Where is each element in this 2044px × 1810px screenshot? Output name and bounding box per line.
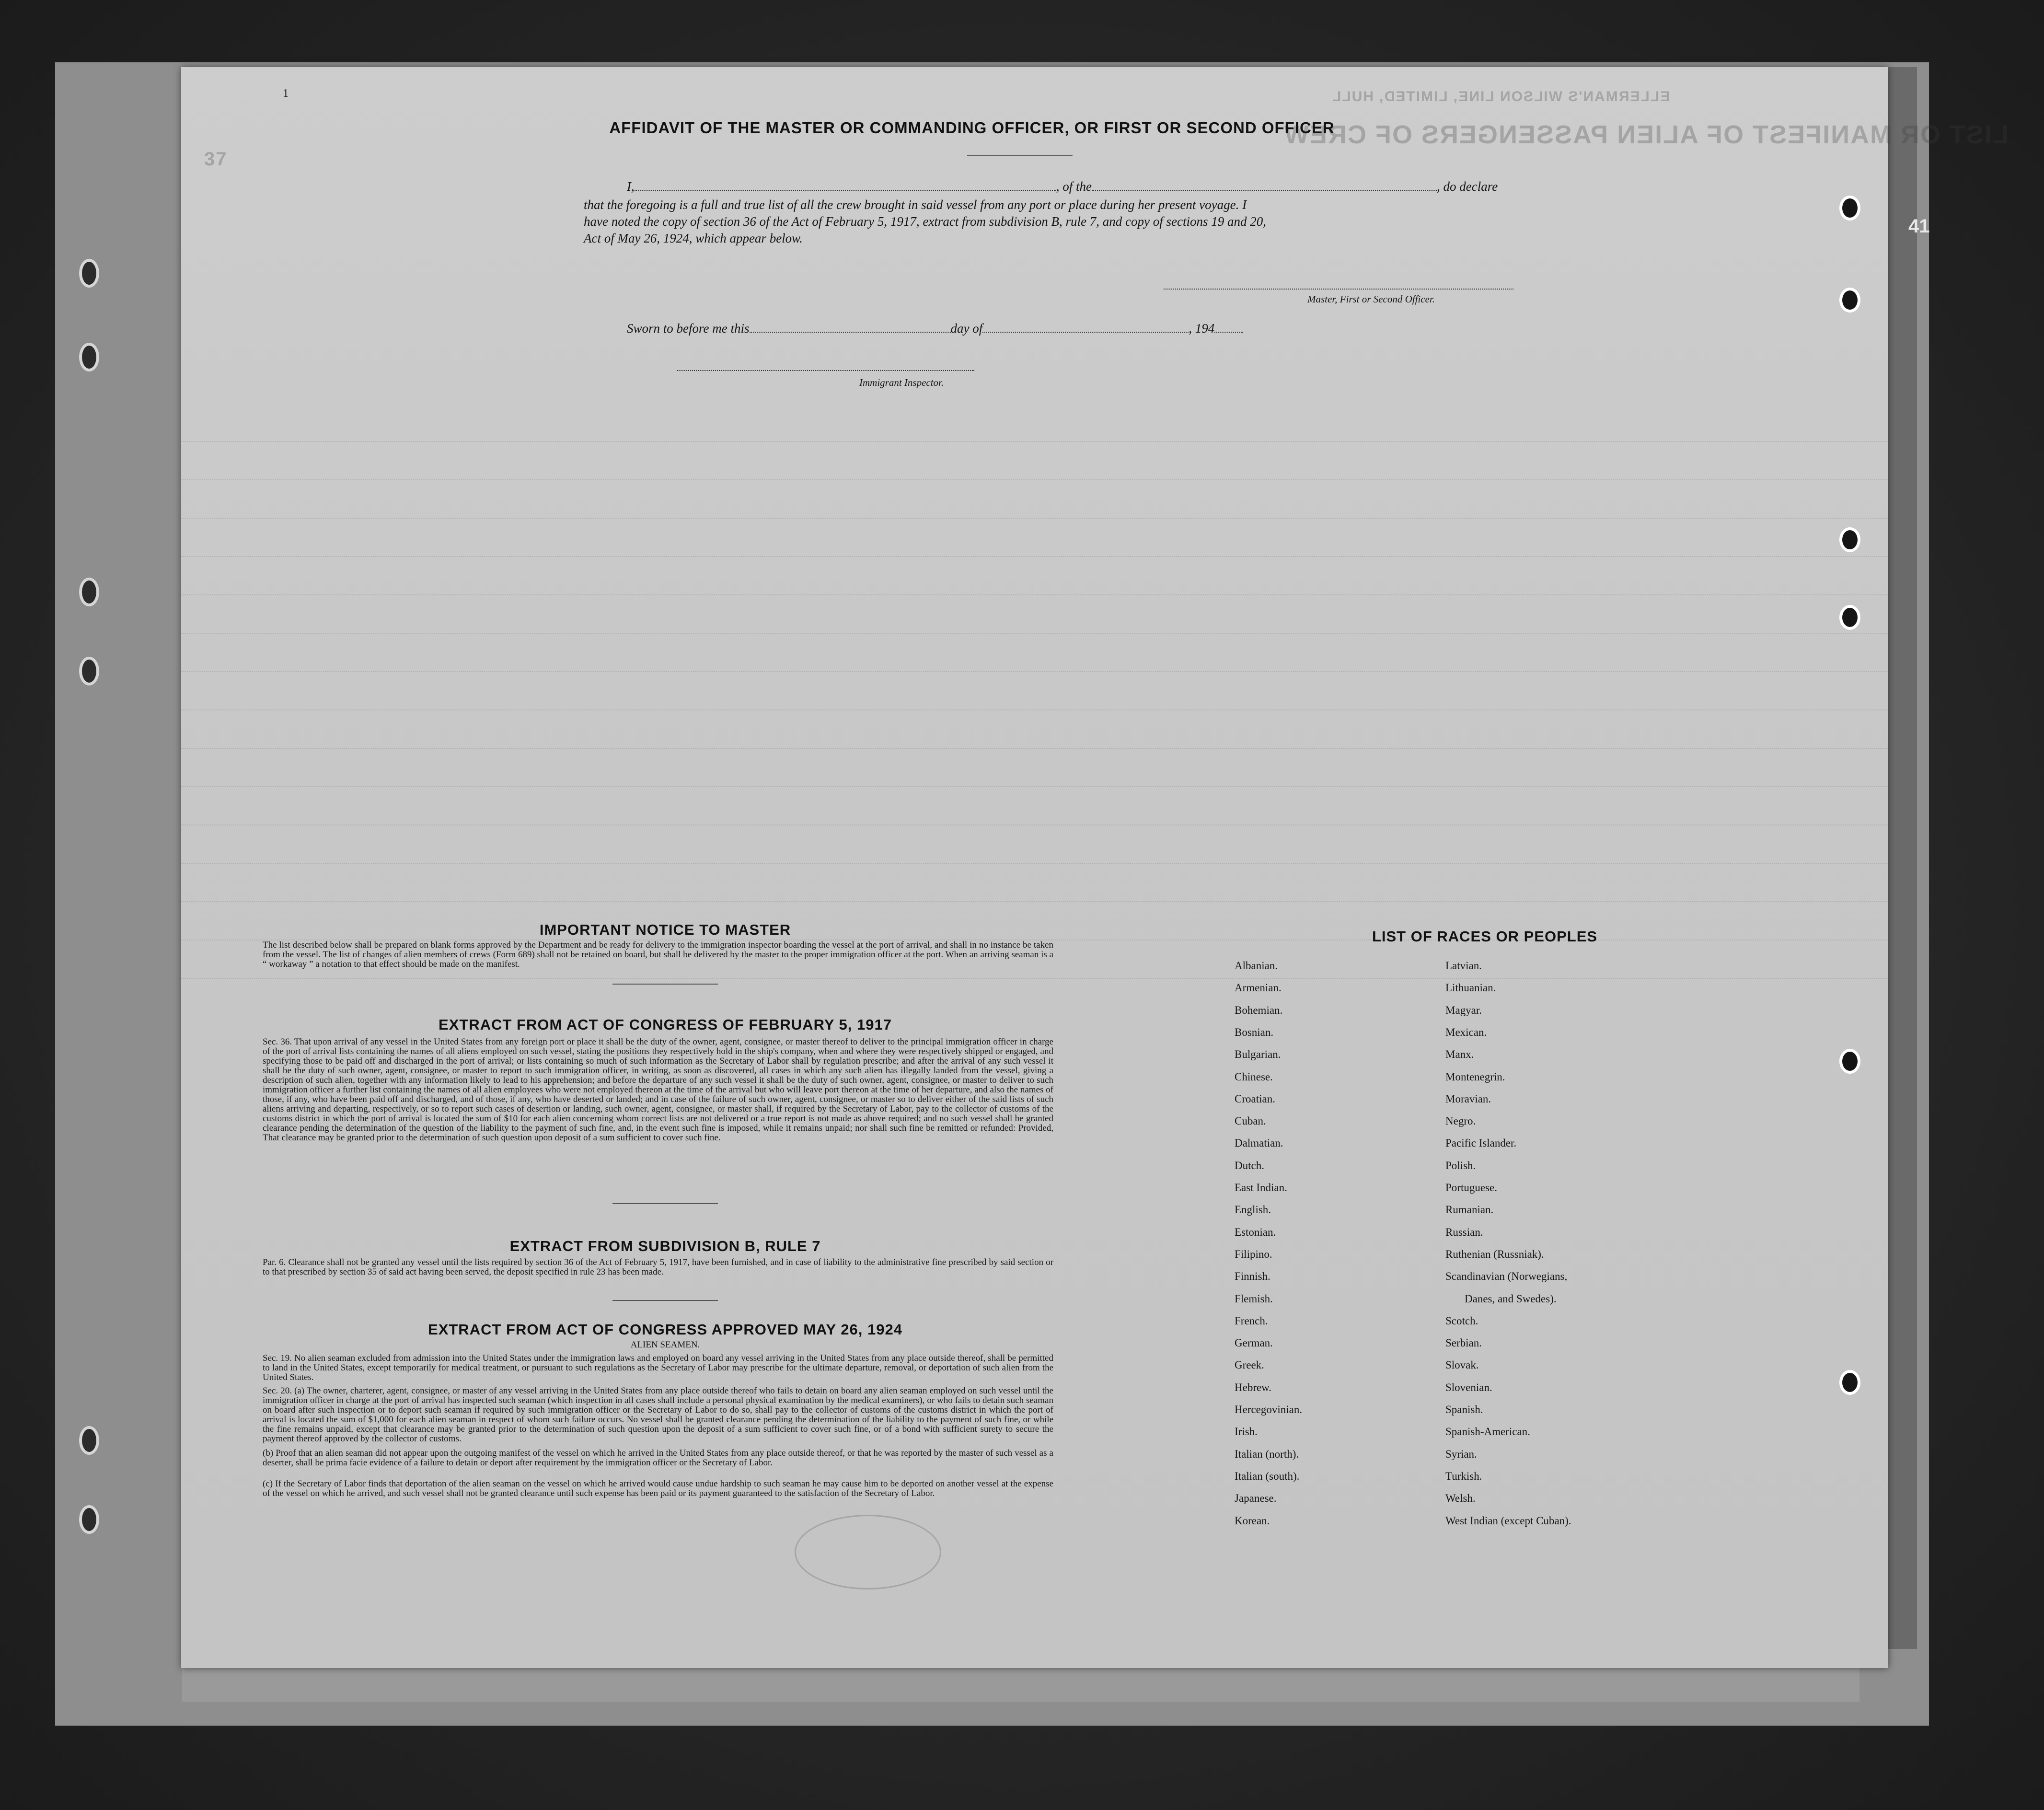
affidavit-of-the: , of the	[1056, 179, 1092, 194]
race-right-item: Portuguese.	[1445, 1182, 1497, 1194]
race-right-item: Ruthenian (Russniak).	[1445, 1248, 1544, 1260]
race-right-item: Rumanian.	[1445, 1204, 1494, 1216]
race-right-item: Serbian.	[1445, 1337, 1482, 1349]
affidavit-line-4: Act of May 26, 1924, which appear below.	[584, 231, 803, 245]
race-right-item: Polish.	[1445, 1159, 1476, 1172]
race-left-item: French.	[1235, 1314, 1268, 1327]
extract-1924-title: EXTRACT FROM ACT OF CONGRESS APPROVED MAY 26, 1924	[428, 1321, 902, 1338]
extract-rule7-rule	[612, 1300, 718, 1301]
race-left-item: Hebrew.	[1235, 1381, 1272, 1393]
race-right-item: Spanish.	[1445, 1404, 1483, 1416]
extract-1924-sec20a: Sec. 20. (a) The owner, charterer, agent, consignee, or master of any vessel arriving in the United States from any place outside thereof who fails to detain on board any alien seaman employed on such vessel until the immigration officer in charge at the port of arrival has inspected such seaman (which inspection in all cases shall include a personal physical examination by the medical examiners), or who fails to detain such seaman on board after such inspection or to deport such seaman if required by such immigration officer or the Secretary of Labor to do so, shall pay to the collector of customs of the customs district in which the port of arrival is located the sum of $1,000 for each alien seaman in respect of whom such failure occurs. No vessel shall be granted clearance pending the determination of the liability to the payment of such fine, or while the fine remains unpaid, except that clearance may be granted prior to the determination of such question upon the deposit of a sum sufficient to cover such fine, or of a bond with sufficient surety to secure the payment thereof approved by the collector of customs.	[263, 1386, 1053, 1444]
ghost-row	[181, 633, 1888, 634]
ghost-row	[181, 479, 1888, 480]
sworn-line	[627, 320, 1394, 337]
race-right-item: Scotch.	[1445, 1314, 1478, 1327]
race-left-item: Albanian.	[1235, 960, 1278, 972]
binder-hole-left-4	[79, 657, 99, 685]
race-left-item: Dalmatian.	[1235, 1137, 1283, 1149]
races-title: LIST OF RACES OR PEOPLES	[1372, 928, 1598, 945]
sworn-year-blank[interactable]	[1214, 332, 1243, 333]
ghost-row	[181, 748, 1888, 749]
race-left-item: Bohemian.	[1235, 1004, 1283, 1016]
race-right-item: Welsh.	[1445, 1492, 1476, 1505]
sworn-month-blank[interactable]	[982, 332, 1189, 333]
name-blank[interactable]	[635, 190, 1056, 191]
extract-1917-text: Sec. 36. That upon arrival of any vessel in the United States from any foreign port or place it shall be the duty of the owner, agent, consignee, or master thereof to deliver to the principal immigration officer in charge of the port of arrival lists containing the names of all aliens employed on such vessel, stating the positions they respectively hold in the ship's company, when and where they were respectively shipped or engaged, and specifying those to be paid off and discharged in the port of arrival; or lists containing so much of such information as the Secretary of Labor shall by regulation prescribe; and after the arrival of any such vessel it shall be the duty of such owner, agent, consignee, or master to report to such immigration officer, in writing, as soon as discovered, all cases in which any such alien has illegally landed from the vessel, giving a description of such alien, together with any information likely to lead to his apprehension; and before the departure of any such vessel it shall be the duty of such owner, agent, consignee, or master to deliver to such immigration officer a further list containing the names of all alien employees who were not employed thereon at the time of the arrival but who will leave port thereon at the time of her departure, and also the names of those, if any, who have been paid off and discharged, and of those, if any, who have deserted or landed; and in case of the failure of such owner, agent, consignee, or master so to deliver either of the said lists of such aliens arriving and departing, respectively, or so to report such cases of desertion or landing, such owner, agent, consignee, or master shall, if required by the Secretary of Labor, pay to the collector of customs of the customs district in which the port of arrival is located the sum of $10 for each alien concerning whom correct lists are not delivered or a true report is not made as above required; and no such vessel shall be granted clearance pending the determination of the question of the liability to the payment of such fine, and, in the event such fine is imposed, while it remains unpaid; nor shall such fine be remitted or refunded: Provided, That clearance may be granted prior to the determination of such question upon deposit of a sum sufficient to cover such fine.	[263, 1037, 1053, 1143]
ghost-row	[181, 671, 1888, 672]
race-left-item: Hercegovinian.	[1235, 1404, 1303, 1416]
race-left-item: East Indian.	[1235, 1182, 1287, 1194]
race-right-item: Spanish-American.	[1445, 1426, 1530, 1438]
race-left-item: German.	[1235, 1337, 1273, 1349]
binder-hole-left-6	[79, 1505, 99, 1534]
ghost-row	[181, 709, 1888, 710]
race-right-item: Syrian.	[1445, 1448, 1477, 1460]
race-left-item: Italian (south).	[1235, 1470, 1300, 1482]
race-right-item: Turkish.	[1445, 1470, 1482, 1482]
extract-1924-sec19: Sec. 19. No alien seaman excluded from admission into the United States under the immigration laws and employed on board any vessel arriving in the United States from any place outside thereof, shall be permitted to land in the United States, except temporarily for medical treatment, or pursuant to such regulations as the Secretary of Labor may prescribe for the ultimate departure, removal, or deportation of such alien from the United States.	[263, 1353, 1053, 1382]
affidavit-line-1	[627, 178, 1537, 195]
ghost-row	[181, 518, 1888, 519]
affidavit-i: I,	[627, 179, 635, 194]
binder-hole-left-1	[79, 259, 99, 288]
binder-hole-right-5	[1839, 1049, 1860, 1074]
binder-hole-left-2	[79, 343, 99, 371]
ghost-row	[181, 594, 1888, 595]
margin-number-41: 41	[1908, 216, 1930, 237]
race-right-item: Moravian.	[1445, 1092, 1491, 1105]
inspector-caption: Immigrant Inspector.	[859, 377, 944, 388]
race-left-item: Estonian.	[1235, 1226, 1276, 1238]
extract-1924-sec20c: (c) If the Secretary of Labor finds that deportation of the alien seaman on the vessel on which he arrived would cause undue hardship to such seaman he may cause him to be deported on another vessel at the expense of the vessel on which he arrived, and such vessel shall not be granted clearance until such expense has been paid or its payment guaranteed to the satisfaction of the Secretary of Labor.	[263, 1479, 1053, 1498]
race-right-item: Slovak.	[1445, 1359, 1479, 1371]
ghost-row	[181, 901, 1888, 902]
page-right-edge	[1888, 67, 1917, 1649]
page-number: 1	[283, 87, 289, 100]
extract-1917-rule	[612, 1203, 718, 1204]
master-signature-line[interactable]	[1164, 289, 1513, 290]
affidavit-declare: , do declare	[1437, 179, 1498, 194]
ghost-row	[181, 786, 1888, 787]
ghost-row	[181, 978, 1888, 979]
race-right-item: Russian.	[1445, 1226, 1483, 1238]
race-right-item: Lithuanian.	[1445, 982, 1496, 994]
sworn-day-of: day of	[950, 321, 983, 336]
race-right-item: Danes, and Swedes).	[1465, 1292, 1557, 1305]
binder-hole-right-6	[1839, 1370, 1860, 1395]
faint-stamp	[795, 1515, 941, 1590]
inspector-signature-line[interactable]	[677, 370, 974, 371]
notice-text: The list described below shall be prepared on blank forms approved by the Department and be ready for delivery to the immigration inspector boarding the vessel at the port of arrival, and shall in no instance be taken from the vessel. The list of changes of alien members of crews (Form 689) shall not be retained on board, but shall be delivered by the master to the proper immigration officer at the port. When an arriving seaman is a “ workaway ” a notation to that effect should be made on the manifest.	[263, 940, 1053, 969]
binder-hole-right-1	[1839, 196, 1860, 220]
ghost-row	[181, 441, 1888, 442]
race-left-item: Croatian.	[1235, 1092, 1275, 1105]
race-left-item: Bulgarian.	[1235, 1048, 1281, 1061]
ghost-header-line: ELLERMAN'S WILSON LINE, LIMITED, HULL	[1331, 89, 1670, 104]
master-caption: Master, First or Second Officer.	[1307, 293, 1435, 305]
ghost-number-37: 37	[204, 149, 228, 170]
race-right-item: West Indian (except Cuban).	[1445, 1514, 1571, 1527]
affidavit-line-2: that the foregoing is a full and true list of all the crew brought in said vessel from any port or place during her present voyage. I	[584, 197, 1247, 212]
race-left-item: Italian (north).	[1235, 1448, 1299, 1460]
affidavit-title-rule	[967, 155, 1073, 156]
binder-hole-right-3	[1839, 527, 1860, 552]
extract-rule7-text: Par. 6. Clearance shall not be granted any vessel until the lists required by section 36 of the Act of February 5, 1917, have been furnished, and in case of liability to the administrative fine prescribed by said section or to that prescribed by section 35 of said act having been served, the deposit specified in rule 23 has been made.	[263, 1257, 1053, 1277]
race-right-item: Latvian.	[1445, 960, 1482, 972]
race-right-item: Pacific Islander.	[1445, 1137, 1517, 1149]
binder-hole-right-4	[1839, 605, 1860, 630]
race-right-item: Mexican.	[1445, 1026, 1487, 1038]
ghost-row	[181, 824, 1888, 825]
binder-hole-left-5	[79, 1426, 99, 1455]
race-right-item: Manx.	[1445, 1048, 1474, 1061]
notice-title: IMPORTANT NOTICE TO MASTER	[539, 921, 791, 938]
race-left-item: Bosnian.	[1235, 1026, 1274, 1038]
race-left-item: English.	[1235, 1204, 1271, 1216]
binder-hole-right-2	[1839, 288, 1860, 313]
race-right-item: Scandinavian (Norwegians,	[1445, 1270, 1568, 1283]
sworn-year: , 194	[1189, 321, 1215, 336]
race-right-item: Magyar.	[1445, 1004, 1482, 1016]
affidavit-title: AFFIDAVIT OF THE MASTER OR COMMANDING OFFICER, OR FIRST OR SECOND OFFICER	[609, 119, 1335, 137]
race-left-item: Cuban.	[1235, 1115, 1266, 1127]
race-left-item: Japanese.	[1235, 1492, 1277, 1505]
race-right-item: Slovenian.	[1445, 1381, 1492, 1393]
ghost-title: LIST OR MANIFEST OF ALIEN PASSENGERS OF CREW	[1283, 120, 2009, 149]
sworn-day-blank[interactable]	[750, 332, 951, 333]
affidavit-line-3: have noted the copy of section 36 of the Act of February 5, 1917, extract from subdivision B, rule 7, and copy of sections 19 and 20,	[584, 214, 1266, 229]
race-left-item: Armenian.	[1235, 982, 1282, 994]
race-left-item: Flemish.	[1235, 1292, 1273, 1305]
binder-hole-left-3	[79, 578, 99, 606]
race-left-item: Dutch.	[1235, 1159, 1264, 1172]
race-right-item: Montenegrin.	[1445, 1070, 1505, 1083]
race-left-item: Filipino.	[1235, 1248, 1272, 1260]
race-left-item: Korean.	[1235, 1514, 1270, 1527]
race-right-item: Negro.	[1445, 1115, 1476, 1127]
extract-1917-title: EXTRACT FROM ACT OF CONGRESS OF FEBRUARY 5, 1917	[439, 1016, 892, 1033]
race-left-item: Greek.	[1235, 1359, 1264, 1371]
race-left-item: Chinese.	[1235, 1070, 1273, 1083]
sworn-label: Sworn to before me this	[627, 321, 750, 336]
notice-rule	[612, 984, 718, 985]
ghost-row	[181, 556, 1888, 557]
extract-rule7-title: EXTRACT FROM SUBDIVISION B, RULE 7	[509, 1238, 821, 1254]
extract-1924-subtitle: ALIEN SEAMEN.	[630, 1340, 700, 1350]
vessel-blank[interactable]	[1092, 190, 1437, 191]
race-left-item: Irish.	[1235, 1426, 1258, 1438]
ghost-row	[181, 863, 1888, 864]
extract-1924-sec20b: (b) Proof that an alien seaman did not appear upon the outgoing manifest of the vessel on which he arrived in the United States from any place outside thereof, or that he was reported by the master of such vessel as a deserter, shall be prima facie evidence of a failure to detain or deport after requirement by the immigration officer or the Secretary of Labor.	[263, 1448, 1053, 1468]
race-left-item: Finnish.	[1235, 1270, 1270, 1283]
